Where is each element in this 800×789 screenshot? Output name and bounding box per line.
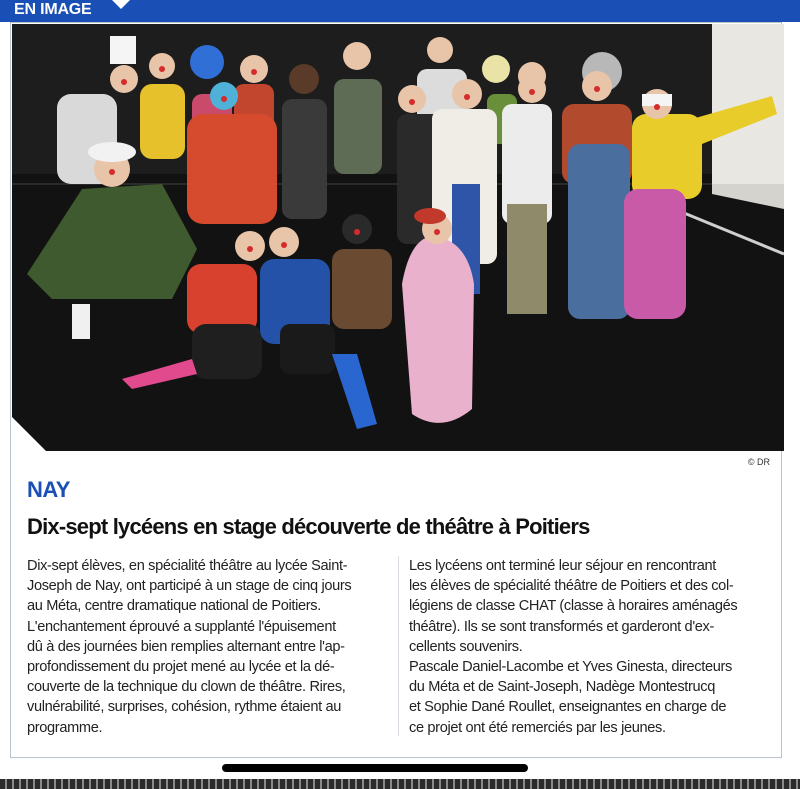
article-column-right (409, 556, 771, 738)
text-line: couverte de la technique du clown de théâtre. Rires, (27, 679, 346, 696)
text-line: du Méta et de Saint-Joseph, Nadège Montestrucq (409, 679, 715, 696)
text-line: programme. (27, 719, 103, 736)
article-column-left (27, 556, 389, 738)
label-notch-decoration (112, 0, 130, 9)
text-line: L'enchantement éprouvé a supplanté l'épuisement (27, 618, 336, 635)
article-kicker: NAY (27, 477, 70, 502)
text-line: Joseph de Nay, ont participé à un stage de cinq jours (27, 578, 352, 595)
text-line: légiens de classe CHAT (classe à horaires aménagés (409, 598, 738, 615)
text-line: Dix-sept élèves, en spécialité théâtre au lycée Saint- (27, 558, 348, 574)
column-divider (398, 556, 399, 736)
bottom-border-decoration (0, 779, 800, 789)
text-line: théâtre). Ils se sont transformés et garderont d'ex- (409, 618, 714, 635)
article-photo (12, 24, 784, 451)
text-line: Pascale Daniel-Lacombe et Yves Ginesta, directeurs (409, 659, 732, 676)
photo-corner-decoration (12, 417, 46, 451)
text-line: dû à des journées bien remplies alternant entre l'ap- (27, 638, 345, 655)
scroll-indicator[interactable] (222, 764, 528, 772)
photo-illustration (12, 24, 784, 451)
text-line: profondissement du projet mené au lycée et la dé- (27, 659, 335, 676)
article-headline: Dix-sept lycéens en stage découverte de théâtre à Poitiers (27, 514, 590, 539)
text-line: au Méta, centre dramatique national de Poitiers. (27, 598, 321, 615)
text-line: cellents souvenirs. (409, 638, 523, 655)
section-label: EN IMAGE (0, 0, 105, 22)
text-line: ce projet ont été remerciés par les jeunes. (409, 719, 666, 736)
text-line: et Sophie Dané Roullet, enseignantes en charge de (409, 699, 727, 716)
text-line: les élèves de spécialité théâtre de Poitiers et des col- (409, 578, 734, 595)
text-line: vulnérabilité, surprises, cohésion, rythme étaient au (27, 699, 342, 716)
text-line: Les lycéens ont terminé leur séjour en rencontrant (409, 558, 716, 574)
photo-credit: © DR (747, 457, 770, 467)
